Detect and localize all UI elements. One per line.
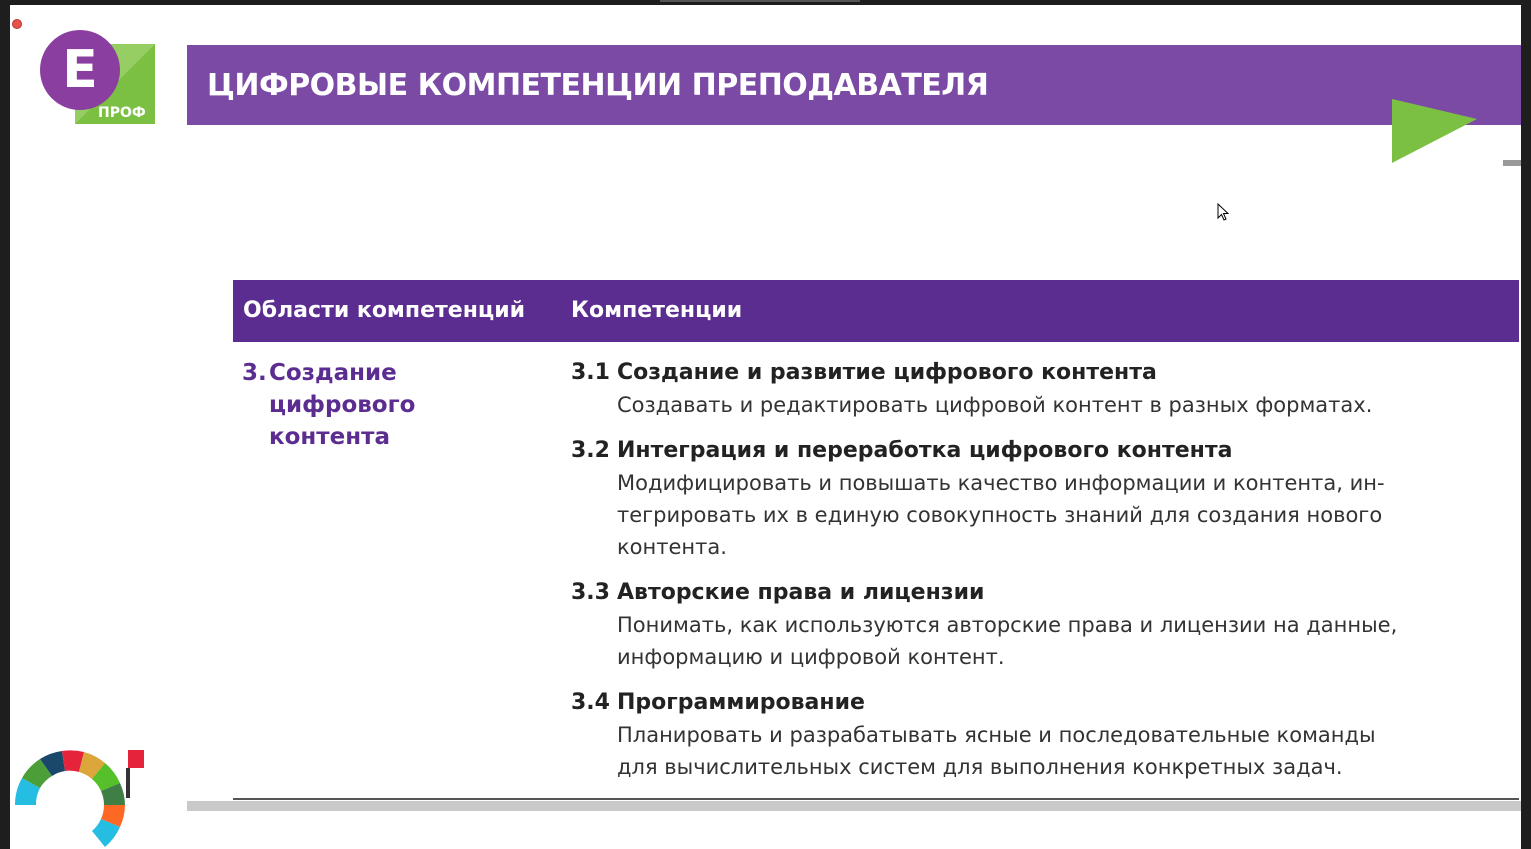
competence-title: Интеграция и переработка цифрового контента: [617, 438, 1233, 463]
competence-item: [571, 577, 1511, 673]
sdg-wheel-logo-icon: [10, 740, 150, 849]
competence-area: [242, 357, 415, 453]
description-line: информацию и цифровой контент.: [617, 645, 1005, 669]
logo-circle: E: [40, 30, 120, 110]
description-line: Создавать и редактировать цифровой контент в разных форматах.: [617, 393, 1373, 417]
competence-title: Программирование: [617, 690, 865, 715]
logo-subtitle: ПРОФ: [98, 105, 146, 121]
competence-number: 3.2: [571, 438, 610, 463]
description-line: тегрировать их в единую совокупность знаний для создания нового: [617, 503, 1383, 527]
competence-number: 3.3: [571, 580, 610, 605]
competence-description: [571, 389, 1511, 421]
competence-item: [571, 687, 1511, 783]
eprof-logo: [40, 30, 156, 126]
scrollbar-thumb[interactable]: [1503, 160, 1521, 166]
column-header-competences: Компетенции: [571, 298, 743, 323]
recording-indicator-icon: [12, 19, 22, 29]
competence-title: Авторские права и лицензии: [617, 580, 985, 605]
area-line-2: цифрового: [269, 392, 416, 418]
description-line: контента.: [617, 535, 727, 559]
competence-description: [571, 609, 1511, 673]
table-header: [233, 280, 1519, 342]
shared-screen: [10, 5, 1521, 849]
competence-list: [571, 357, 1511, 797]
slide-title: ЦИФРОВЫЕ КОМПЕТЕНЦИИ ПРЕПОДАВАТЕЛЯ: [207, 67, 989, 103]
slide-title-bar: [187, 45, 1521, 125]
competence-description: [571, 467, 1511, 563]
competence-number: 3.1: [571, 360, 610, 385]
play-arrow-icon: [1392, 87, 1477, 163]
description-line: Понимать, как используются авторские права и лицензии на данные,: [617, 613, 1398, 637]
top-window-strip: [660, 0, 860, 2]
competence-description: [571, 719, 1511, 783]
area-line-3: контента: [269, 424, 390, 450]
competence-number: 3.4: [571, 690, 610, 715]
area-line-1: Создание: [269, 360, 397, 386]
table-bottom-line: [233, 798, 1519, 800]
description-line: Планировать и разрабатывать ясные и последовательные команды: [617, 723, 1376, 747]
competence-title: Создание и развитие цифрового контента: [617, 360, 1157, 385]
competence-item: [571, 435, 1511, 563]
description-line: Модифицировать и повышать качество информации и контента, ин-: [617, 471, 1385, 495]
mouse-cursor-icon: [1217, 203, 1229, 221]
competence-item: [571, 357, 1511, 421]
description-line: для вычислительных систем для выполнения конкретных задач.: [617, 755, 1343, 779]
slide-footer-bar: [187, 801, 1521, 811]
area-number: 3.: [242, 360, 267, 386]
column-header-areas: Области компетенций: [243, 298, 526, 323]
